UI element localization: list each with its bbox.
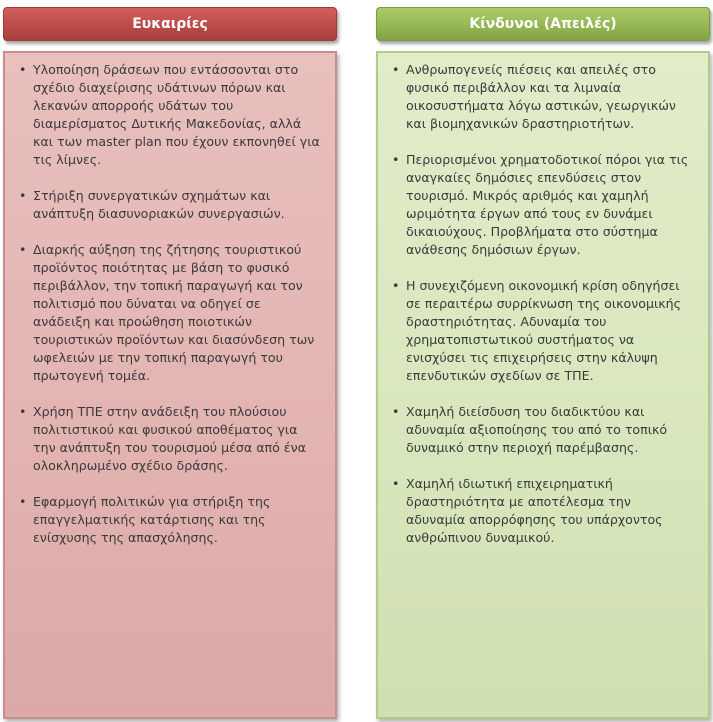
bullet: •: [19, 188, 27, 203]
list-item: [19, 403, 321, 475]
threats-box: [376, 51, 710, 719]
list-item-text: Διαρκής αύξηση της ζήτησης τουριστικού προϊόντος ποιότητας με βάση το φυσικό περιβάλλον, την τοπική παραγωγή και τον πολιτισμό που δύναται να οδηγεί σε ανάδειξη και προώθηση ποιοτικών τουριστικών προϊόντων και διασύνδεση των ωφελειών με την τοπική παραγωγή του πρωτογενή τομέα.: [33, 242, 315, 383]
bullet: •: [392, 476, 400, 491]
list-item-text: Χρήση ΤΠΕ στην ανάδειξη του πλούσιου πολιτιστικού και φυσικού αποθέματος για την ανάπτυξη του τουρισμού μέσα από ένα ολοκληρωμένο σχέδιο δράσης.: [33, 404, 306, 473]
opportunities-header: [3, 7, 337, 41]
opportunities-column: [3, 7, 337, 719]
opportunities-list: [19, 61, 321, 547]
bullet: •: [19, 404, 27, 419]
list-item-text: Χαμηλή διείσδυση του διαδικτύου και αδυναμία αξιοποίησης του από το τοπικό δυναμικό στην περιοχή παρέμβασης.: [406, 404, 668, 455]
list-item: [19, 187, 321, 223]
list-item: [392, 151, 694, 259]
list-item: [392, 403, 694, 457]
bullet: •: [19, 242, 27, 257]
opportunities-title: Ευκαιρίες: [132, 16, 208, 32]
list-item-text: Περιορισμένοι χρηματοδοτικοί πόροι για τις αναγκαίες δημόσιες επενδύσεις στον τουρισμό. Μικρός αριθμός και χαμηλή ωριμότητα έργων από τους εν δυνάμει δικαιούχους. Προβλήματα στο σύστημα ανάθεσης δημόσιων έργων.: [406, 152, 689, 257]
list-item-text: Υλοποίηση δράσεων που εντάσσονται στο σχέδιο διαχείρισης υδάτινων πόρων και λεκανών απορροής υδάτων του διαμερίσματος Δυτικής Μακεδονίας, αλλά και των master plan που έχουν εκπονηθεί για τις λίμνες.: [33, 62, 320, 167]
threats-header: [376, 7, 710, 41]
list-item-text: Στήριξη συνεργατικών σχημάτων και ανάπτυξη διασυνοριακών συνεργασιών.: [33, 188, 285, 221]
threats-column: [376, 7, 710, 719]
opportunities-box: [3, 51, 337, 719]
list-item: [19, 493, 321, 547]
list-item-text: Χαμηλή ιδιωτική επιχειρηματική δραστηριότητα με αποτέλεσμα την αδυναμία απορρόφησης του υπάρχοντος ανθρώπινου δυναμικού.: [406, 476, 663, 545]
list-item: [19, 241, 321, 385]
list-item-text: Εφαρμογή πολιτικών για στήριξη της επαγγελματικής κατάρτισης και της ενίσχυσης της απασχόλησης.: [33, 494, 271, 545]
bullet: •: [392, 62, 400, 77]
threats-list: [392, 61, 694, 547]
threats-title: Κίνδυνοι (Απειλές): [469, 16, 617, 32]
bullet: •: [19, 62, 27, 77]
list-item: [392, 475, 694, 547]
list-item: [392, 61, 694, 133]
list-item-text: Ανθρωπογενείς πιέσεις και απειλές στο φυσικό περιβάλλον και τα λιμναία οικοσυστήματα λόγω αστικών, γεωργικών και βιομηχανικών δραστηριοτήτων.: [406, 62, 676, 131]
bullet: •: [392, 404, 400, 419]
bullet: •: [19, 494, 27, 509]
bullet: •: [392, 152, 400, 167]
bullet: •: [392, 278, 400, 293]
list-item: [392, 277, 694, 385]
list-item-text: Η συνεχιζόμενη οικονομική κρίση οδηγήσει σε περαιτέρω συρρίκνωση της οικονομικής δραστηριότητας. Αδυναμία του χρηματοπιστωτικού συστήματος να ενισχύσει τις επιχειρήσεις στην κάλυψη επενδυτικών σχεδίων σε ΤΠΕ.: [406, 278, 682, 383]
list-item: [19, 61, 321, 169]
